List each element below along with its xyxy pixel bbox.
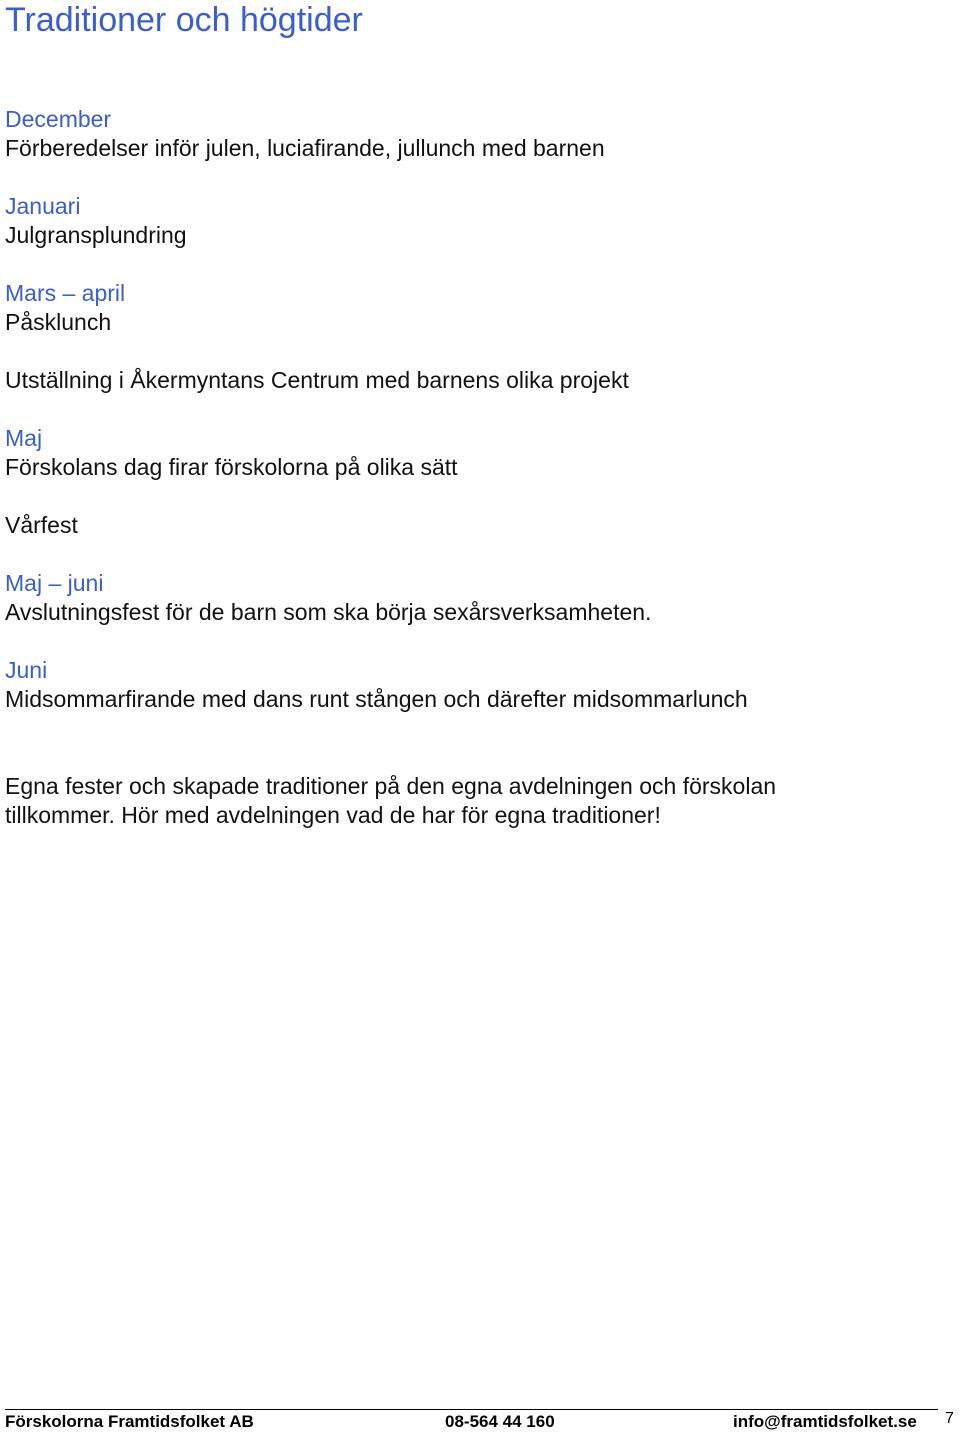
month-heading-maj-juni: Maj – juni	[5, 570, 104, 596]
footer-phone: 08-564 44 160	[445, 1412, 555, 1431]
month-heading-mars-april: Mars – april	[5, 280, 126, 306]
maj-juni-text: Avslutningsfest för de barn som ska börja sexårsverksamheten.	[5, 599, 652, 625]
footer-email: info@framtidsfolket.se	[733, 1412, 917, 1431]
month-heading-juni: Juni	[5, 657, 48, 683]
varfest-text: Vårfest	[5, 512, 78, 538]
month-heading-januari: Januari	[5, 193, 81, 219]
december-text: Förberedelser inför julen, luciafirande, jullunch med barnen	[5, 135, 605, 161]
maj-text: Förskolans dag firar förskolorna på olika sätt	[5, 454, 458, 480]
page-title: Traditioner och högtider	[5, 1, 363, 39]
footer-divider	[5, 1409, 938, 1410]
footer-company: Förskolorna Framtidsfolket AB	[5, 1412, 254, 1431]
month-heading-maj: Maj	[5, 425, 43, 451]
juni-text: Midsommarfirande med dans runt stången och därefter midsommarlunch	[5, 686, 748, 712]
month-heading-december: December	[5, 106, 112, 132]
closing-paragraph-line-2: tillkommer. Hör med avdelningen vad de har för egna traditioner!	[5, 802, 661, 828]
januari-text: Julgransplundring	[5, 222, 187, 248]
page-number: 7	[945, 1410, 954, 1427]
closing-paragraph-line-1: Egna fester och skapade traditioner på den egna avdelningen och förskolan	[5, 773, 777, 799]
mars-april-text: Påsklunch	[5, 309, 112, 335]
exhibition-text: Utställning i Åkermyntans Centrum med barnens olika projekt	[5, 367, 629, 393]
